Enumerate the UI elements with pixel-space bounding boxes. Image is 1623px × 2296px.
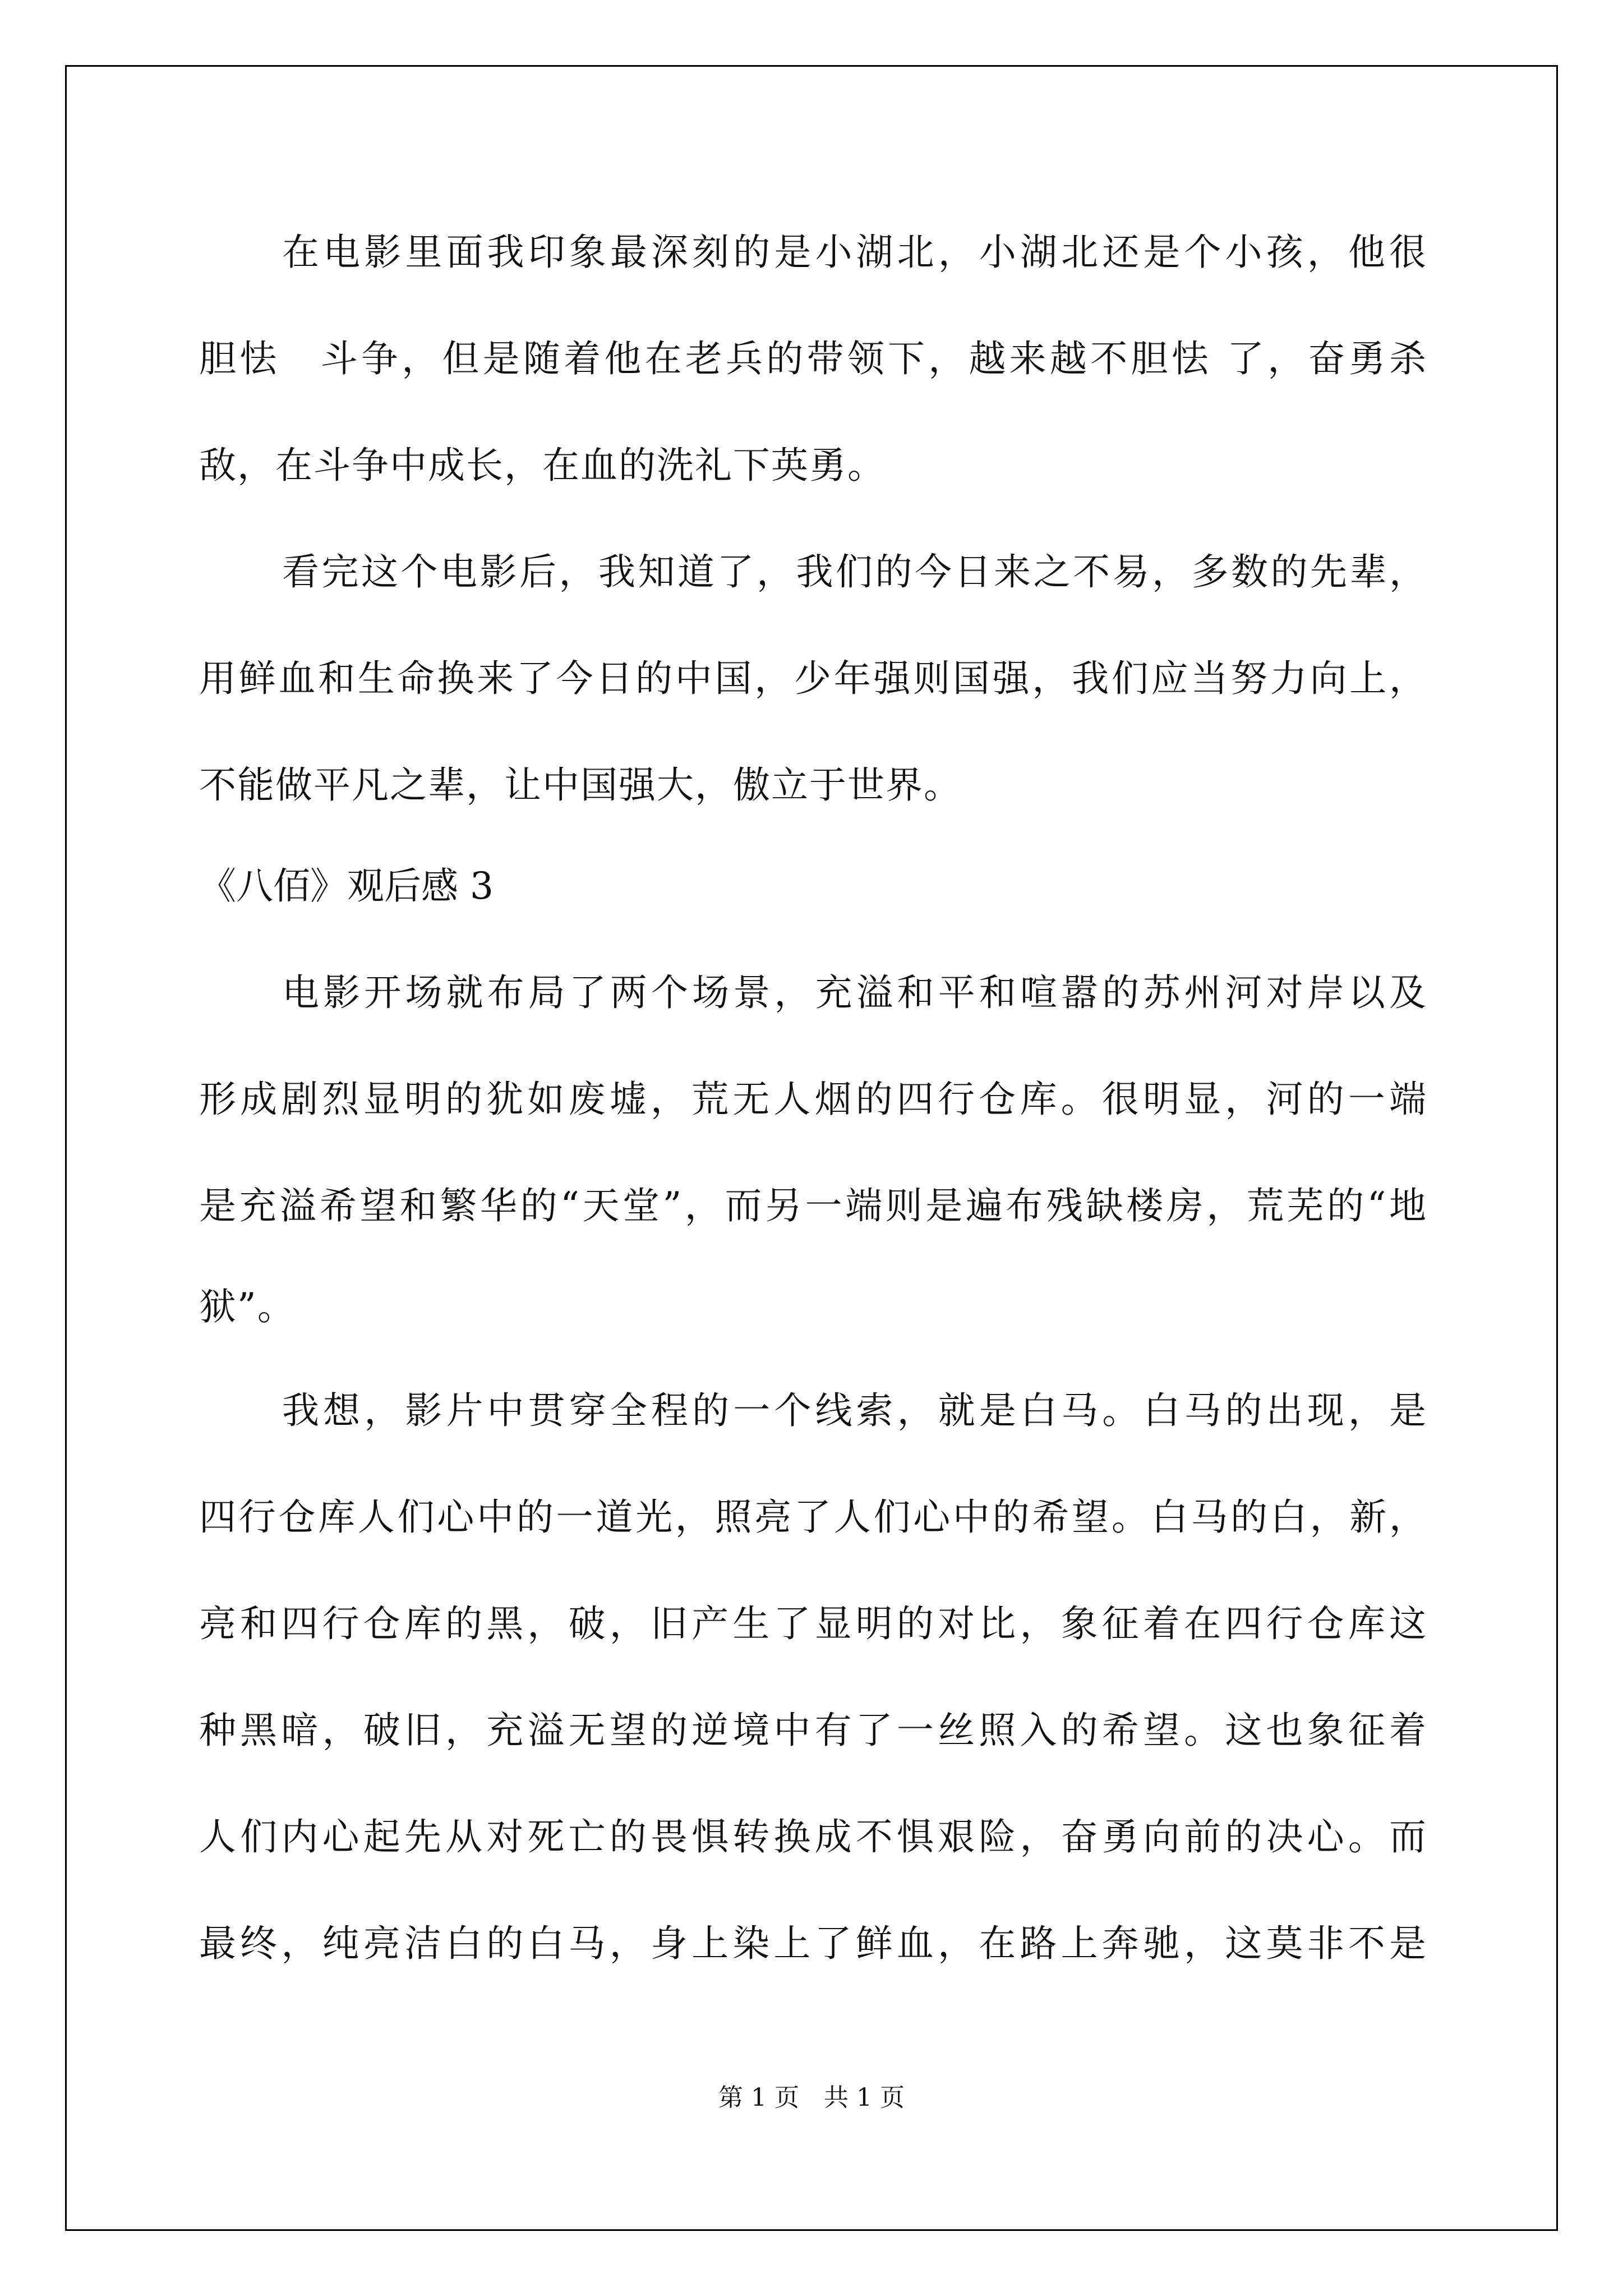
paragraph-line: 胆怯 斗争，但是随着他在老兵的带领下，越来越不胆怯 了，奋勇杀 — [199, 337, 1427, 380]
section-heading: 《八佰》观后感 3 — [199, 864, 494, 908]
page-border — [65, 65, 1558, 2231]
paragraph-line: 亮和四行仓库的黑，破，旧产生了显明的对比，象征着在四行仓库这 — [199, 1602, 1427, 1645]
page-number-footer: 第 1 页 共 1 页 — [718, 2083, 905, 2112]
paragraph-line: 电影开场就布局了两个场景，充溢和平和喧嚣的苏州河对岸以及 — [282, 971, 1427, 1014]
paragraph-line: 四行仓库人们心中的一道光，照亮了人们心中的希望。白马的白，新， — [199, 1496, 1427, 1539]
paragraph-line: 敌，在斗争中成长，在血的洗礼下英勇。 — [199, 444, 886, 487]
paragraph-line: 是充溢希望和繁华的“天堂”，而另一端则是遍布残缺楼房，荒芜的“地 — [199, 1184, 1427, 1227]
paragraph-line: 最终，纯亮洁白的白马，身上染上了鲜血，在路上奔驰，这莫非不是 — [199, 1922, 1427, 1965]
paragraph-line: 形成剧烈显明的犹如废墟，荒无人烟的四行仓库。很明显，河的一端 — [199, 1078, 1427, 1121]
paragraph-line: 在电影里面我印象最深刻的是小湖北，小湖北还是个小孩，他很 — [282, 231, 1427, 274]
paragraph-line: 不能做平凡之辈，让中国强大，傲立于世界。 — [199, 763, 962, 807]
paragraph-line: 看完这个电影后，我知道了，我们的今日来之不易，多数的先辈， — [282, 550, 1427, 593]
paragraph-line: 我想，影片中贯穿全程的一个线索，就是白马。白马的出现，是 — [282, 1389, 1427, 1432]
paragraph-line: 人们内心起先从对死亡的畏惧转换成不惧艰险，奋勇向前的决心。而 — [199, 1815, 1427, 1858]
paragraph-line: 用鲜血和生命换来了今日的中国，少年强则国强，我们应当努力向上， — [199, 657, 1427, 700]
paragraph-line: 种黑暗，破旧，充溢无望的逆境中有了一丝照入的希望。这也象征着 — [199, 1709, 1427, 1752]
paragraph-line: 狱”。 — [199, 1285, 296, 1328]
